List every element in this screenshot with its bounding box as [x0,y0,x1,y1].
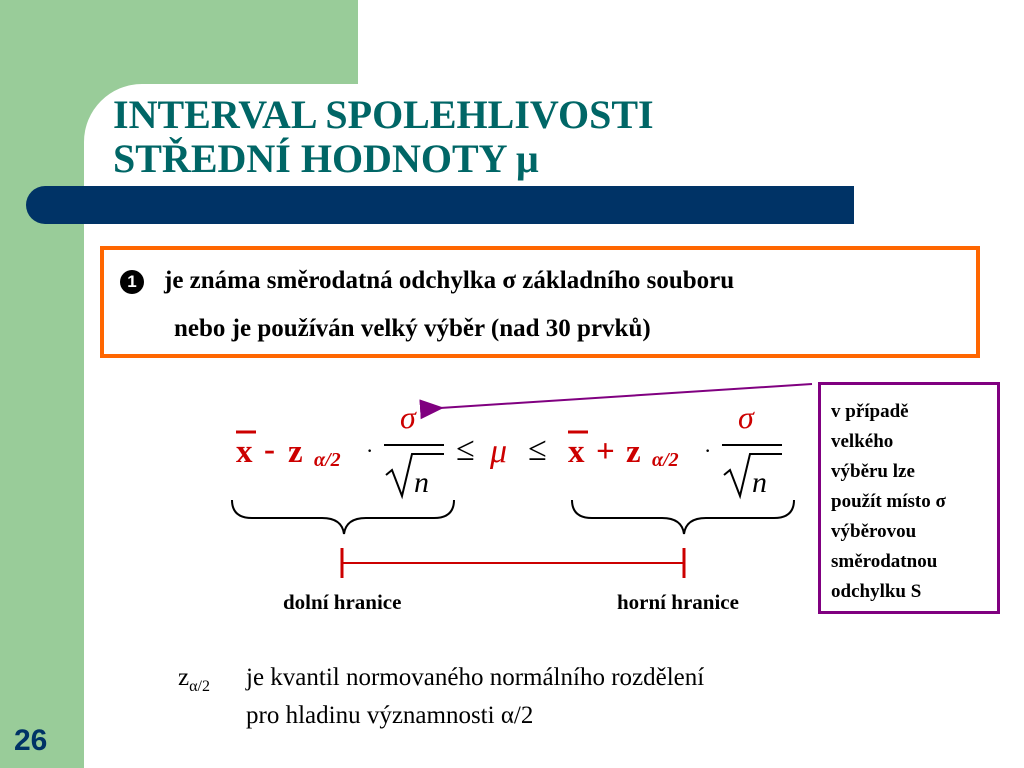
plus-sign: + [596,434,615,470]
page-number: 26 [14,724,48,757]
sigma-lower: σ [400,399,416,435]
pointer-arrow [440,384,812,408]
lower-bound-label: dolní hranice [283,590,402,614]
note-line: výběru lze [831,461,915,482]
lower-brace [232,500,454,534]
note-line: v případě [831,401,909,422]
x-bar-upper: x [568,434,585,470]
dot-upper: · [704,438,712,463]
upper-brace [572,500,794,534]
title-line-2: STŘEDNÍ HODNOTY μ [113,136,539,181]
footnote-line-2: pro hladinu významnosti α/2 [246,702,534,729]
number-bullet: 1 [120,270,144,294]
dot-lower: · [366,438,374,463]
z-lower: z [288,434,303,470]
z-upper: z [626,434,641,470]
note-line: směrodatnou [831,551,938,572]
minus-sign: - [264,432,275,468]
condition-line-2: nebo je používán velký výběr (nad 30 prvků) [174,315,651,342]
n-lower: n [414,466,429,499]
n-upper: n [752,466,767,499]
note-line: použít místo σ [831,491,946,512]
upper-bound-label: horní hranice [617,590,739,614]
z-subscript-lower: α/2 [314,449,341,471]
mu-symbol: μ [490,433,508,470]
z-letter: z [178,664,190,691]
z-subscript-upper: α/2 [652,449,679,471]
z-subscript: α/2 [189,678,210,695]
note-line: velkého [831,431,894,452]
note-line: odchylku S [831,581,922,602]
z-symbol-label [178,664,210,696]
title-line-1: INTERVAL SPOLEHLIVOSTI [113,92,654,137]
footnote-line-1: je kvantil normovaného normálního rozdělení [246,664,705,691]
x-bar-lower: x [236,434,253,470]
note-line: výběrovou [831,521,917,542]
le-sign-1: ≤ [456,431,475,468]
le-sign-2: ≤ [528,431,547,468]
sigma-upper: σ [738,399,754,435]
condition-line-1: je známa směrodatná odchylka σ základního souboru [164,267,735,294]
